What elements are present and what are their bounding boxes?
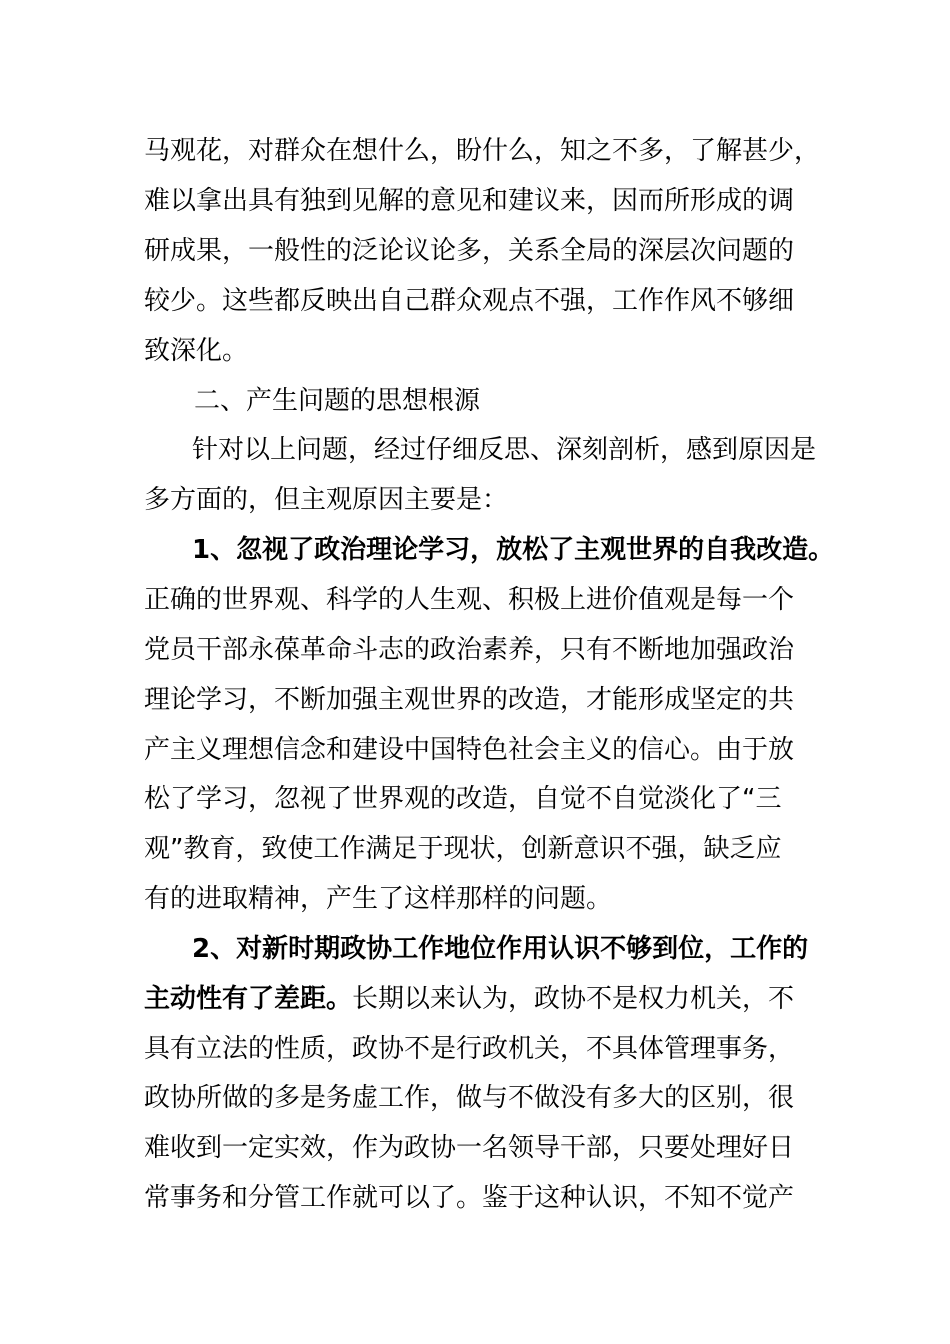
body-text-line: 难以拿出具有独到见解的意见和建议来，因而所形成的调 bbox=[144, 186, 795, 216]
body-text-line: 党员干部永葆革命斗志的政治素养，只有不断地加强政治 bbox=[144, 635, 795, 665]
point-1-heading: 1、忽视了政治理论学习，放松了主观世界的自我改造。 bbox=[192, 535, 835, 565]
body-text-line: 具有立法的性质，政协不是行政机关，不具体管理事务， bbox=[144, 1034, 795, 1064]
body-text-line: 理论学习，不断加强主观世界的改造，才能形成坚定的共 bbox=[144, 685, 795, 715]
body-text-line: 松了学习，忽视了世界观的改造，自觉不自觉淡化了“三 bbox=[144, 784, 782, 814]
body-text-line: 针对以上问题，经过仔细反思、深刻剖析，感到原因是 bbox=[192, 435, 817, 465]
body-text-line: 常事务和分管工作就可以了。鉴于这种认识，不知不觉产 bbox=[144, 1183, 795, 1213]
body-text-line: 有的进取精神，产生了这样那样的问题。 bbox=[144, 884, 613, 914]
body-text-line bbox=[144, 979, 824, 1019]
body-text-line: 多方面的，但主观原因主要是： bbox=[144, 485, 509, 515]
body-text-line: 正确的世界观、科学的人生观、积极上进价值观是每一个 bbox=[144, 585, 795, 615]
section-heading: 二、产生问题的思想根源 bbox=[194, 386, 481, 416]
point-2-heading: 2、对新时期政协工作地位作用认识不够到位，工作的 bbox=[192, 934, 809, 964]
body-text-line: 政协所做的多是务虚工作，做与不做没有多大的区别，很 bbox=[144, 1083, 795, 1113]
body-text-line: 致深化。 bbox=[144, 336, 249, 366]
body-text-line: 难收到一定实效，作为政协一名领导干部，只要处理好日 bbox=[144, 1133, 795, 1163]
point-2-heading-continued: 主动性有了差距。 bbox=[144, 984, 353, 1014]
point-2-text: 长期以来认为，政协不是权力机关，不 bbox=[352, 984, 795, 1014]
body-text-line: 马观花，对群众在想什么，盼什么，知之不多，了解甚少， bbox=[144, 136, 821, 166]
body-text-line: 产主义理想信念和建设中国特色社会主义的信心。由于放 bbox=[144, 735, 795, 765]
body-text-line: 观”教育，致使工作满足于现状，创新意识不强，缺乏应 bbox=[144, 834, 782, 864]
body-text-line: 研成果，一般性的泛论议论多，关系全局的深层次问题的 bbox=[144, 236, 795, 266]
body-text-line: 较少。这些都反映出自己群众观点不强，工作作风不够细 bbox=[144, 286, 795, 316]
